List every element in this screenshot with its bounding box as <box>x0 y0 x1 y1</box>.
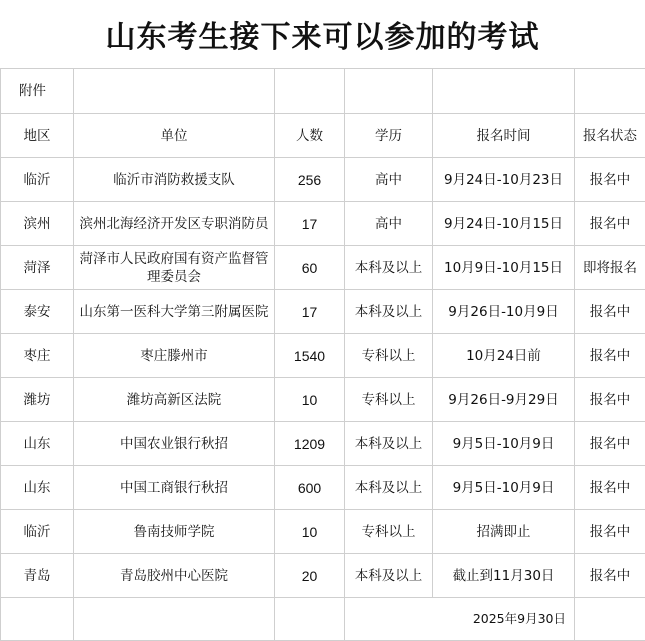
table-row <box>1 510 645 554</box>
cell-unit: 菏泽市人民政府国有资产监督管理委员会 <box>74 246 275 290</box>
cell-period: 9月26日-10月9日 <box>433 290 575 334</box>
table-row <box>1 290 645 334</box>
cell-period: 9月24日-10月15日 <box>433 202 575 246</box>
cell-region: 青岛 <box>1 554 74 598</box>
header-period: 报名时间 <box>433 114 575 158</box>
header-row <box>1 114 645 158</box>
cell-education: 专科以上 <box>345 334 433 378</box>
cell-count: 600 <box>275 466 345 510</box>
table-row <box>1 246 645 290</box>
cell-status: 报名中 <box>575 422 645 466</box>
cell-status: 报名中 <box>575 554 645 598</box>
empty-cell <box>575 598 645 641</box>
header-education: 学历 <box>345 114 433 158</box>
cell-unit: 枣庄滕州市 <box>74 334 275 378</box>
cell-region: 泰安 <box>1 290 74 334</box>
cell-status: 报名中 <box>575 158 645 202</box>
cell-period: 9月5日-10月9日 <box>433 466 575 510</box>
cell-unit: 鲁南技师学院 <box>74 510 275 554</box>
cell-region: 山东 <box>1 466 74 510</box>
cell-unit: 中国农业银行秋招 <box>74 422 275 466</box>
table-row <box>1 202 645 246</box>
table-row <box>1 466 645 510</box>
footer-row <box>1 598 645 641</box>
empty-cell <box>345 69 433 114</box>
empty-cell <box>275 598 345 641</box>
cell-education: 高中 <box>345 158 433 202</box>
attachment-label: 附件 <box>1 69 74 114</box>
cell-education: 本科及以上 <box>345 466 433 510</box>
cell-status: 报名中 <box>575 510 645 554</box>
header-region: 地区 <box>1 114 74 158</box>
cell-count: 17 <box>275 290 345 334</box>
table-row <box>1 334 645 378</box>
cell-region: 临沂 <box>1 158 74 202</box>
cell-region: 菏泽 <box>1 246 74 290</box>
empty-cell <box>1 598 74 641</box>
header-unit: 单位 <box>74 114 275 158</box>
table-row <box>1 378 645 422</box>
cell-region: 滨州 <box>1 202 74 246</box>
cell-unit: 临沂市消防救援支队 <box>74 158 275 202</box>
cell-education: 本科及以上 <box>345 290 433 334</box>
table-body <box>1 158 645 598</box>
cell-count: 10 <box>275 378 345 422</box>
cell-region: 山东 <box>1 422 74 466</box>
cell-period: 10月9日-10月15日 <box>433 246 575 290</box>
attachment-row <box>1 69 645 114</box>
cell-unit: 青岛胶州中心医院 <box>74 554 275 598</box>
cell-period: 截止到11月30日 <box>433 554 575 598</box>
empty-cell <box>275 69 345 114</box>
cell-status: 报名中 <box>575 290 645 334</box>
empty-cell <box>575 69 645 114</box>
cell-education: 专科以上 <box>345 378 433 422</box>
header-status: 报名状态 <box>575 114 645 158</box>
cell-education: 本科及以上 <box>345 246 433 290</box>
cell-status: 报名中 <box>575 466 645 510</box>
cell-count: 60 <box>275 246 345 290</box>
cell-education: 本科及以上 <box>345 554 433 598</box>
page-title: 山东考生接下来可以参加的考试 <box>105 20 540 55</box>
empty-cell <box>74 598 275 641</box>
cell-region: 临沂 <box>1 510 74 554</box>
cell-unit: 潍坊高新区法院 <box>74 378 275 422</box>
cell-count: 10 <box>275 510 345 554</box>
table-row <box>1 554 645 598</box>
cell-unit: 滨州北海经济开发区专职消防员 <box>74 202 275 246</box>
cell-education: 本科及以上 <box>345 422 433 466</box>
empty-cell <box>433 69 575 114</box>
cell-count: 1540 <box>275 334 345 378</box>
table-row <box>1 158 645 202</box>
cell-count: 256 <box>275 158 345 202</box>
cell-unit: 中国工商银行秋招 <box>74 466 275 510</box>
exam-table <box>0 68 645 641</box>
cell-period: 9月24日-10月23日 <box>433 158 575 202</box>
cell-status: 报名中 <box>575 202 645 246</box>
cell-region: 枣庄 <box>1 334 74 378</box>
cell-period: 10月24日前 <box>433 334 575 378</box>
cell-period: 招满即止 <box>433 510 575 554</box>
cell-status: 报名中 <box>575 334 645 378</box>
table-row <box>1 422 645 466</box>
cell-count: 17 <box>275 202 345 246</box>
cell-education: 专科以上 <box>345 510 433 554</box>
cell-count: 1209 <box>275 422 345 466</box>
cell-status: 报名中 <box>575 378 645 422</box>
cell-status: 即将报名 <box>575 246 645 290</box>
cell-period: 9月5日-10月9日 <box>433 422 575 466</box>
empty-cell <box>74 69 275 114</box>
header-count: 人数 <box>275 114 345 158</box>
cell-region: 潍坊 <box>1 378 74 422</box>
cell-period: 9月26日-9月29日 <box>433 378 575 422</box>
cell-count: 20 <box>275 554 345 598</box>
cell-unit: 山东第一医科大学第三附属医院 <box>74 290 275 334</box>
footer-date: 2025年9月30日 <box>345 598 575 641</box>
cell-education: 高中 <box>345 202 433 246</box>
